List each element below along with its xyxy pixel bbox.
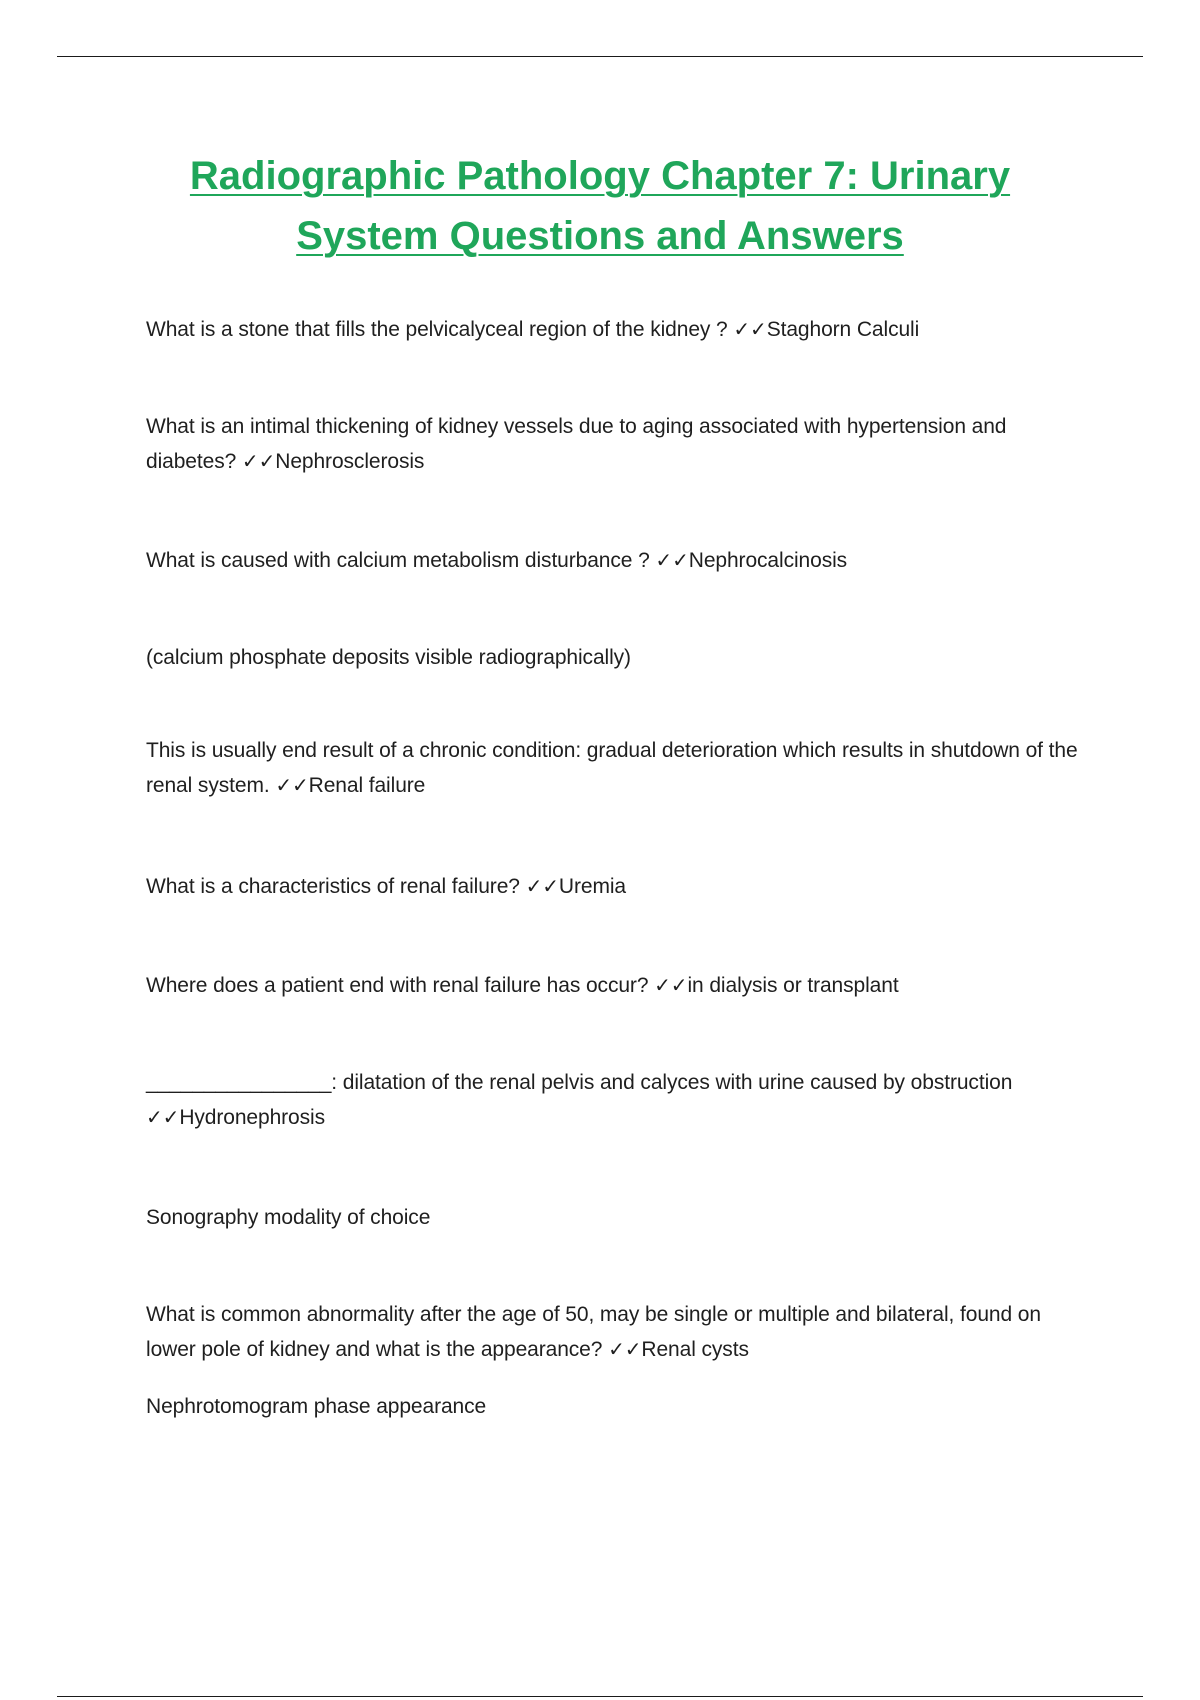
answer-text: in dialysis or transplant [687,974,899,997]
qa-paragraph [146,1297,1096,1367]
answer-text: Renal failure [308,774,426,797]
bottom-rule [57,1696,1143,1697]
check-mark-icon: ✓✓ [146,1105,180,1129]
question-text: What is caused with calcium metabolism disturbance ? [146,549,656,572]
check-mark-icon: ✓✓ [241,449,276,473]
answer-text: Renal cysts [641,1338,749,1361]
qa-paragraph [146,869,1096,904]
answer-text: Staghorn Calculi [766,318,920,341]
question-text: (calcium phosphate deposits visible radiographically) [146,646,631,669]
question-text: ________________: dilatation of the renal pelvis and calyces with urine caused by obstruction [146,1071,1013,1094]
check-mark-icon: ✓✓ [655,548,689,572]
question-text: This is usually end result of a chronic condition: gradual deterioration which results in shutdown of the renal system. [146,739,1078,797]
answer-text: Uremia [558,875,626,898]
question-text: What is a stone that fills the pelvicalyceal region of the kidney ? [146,318,734,341]
qa-paragraph [146,312,1096,347]
check-mark-icon: ✓✓ [275,773,309,797]
page-title: Radiographic Pathology Chapter 7: Urinary System Questions and Answers [189,154,1011,258]
check-mark-icon: ✓✓ [733,317,767,341]
question-text: Nephrotomogram phase appearance [146,1395,487,1418]
qa-paragraph [146,409,1096,479]
question-text: Sonography modality of choice [146,1206,431,1229]
check-mark-icon: ✓✓ [525,874,559,898]
qa-paragraph [146,543,1096,578]
qa-paragraph [146,733,1096,803]
qa-paragraph [146,1389,1096,1424]
check-mark-icon: ✓✓ [654,973,688,997]
top-rule [57,56,1143,57]
question-text: What is common abnormality after the age of 50, may be single or multiple and bilateral, found on lower pole of kidney and what is the appearance? [146,1303,1041,1361]
qa-paragraph [146,968,1096,1003]
question-text: Where does a patient end with renal failure has occur? [146,974,655,997]
answer-text: Nephrocalcinosis [688,549,848,572]
answer-text: Hydronephrosis [179,1106,326,1129]
qa-paragraph [146,640,1096,675]
check-mark-icon: ✓✓ [608,1337,642,1361]
answer-text: Nephrosclerosis [275,450,425,473]
question-text: What is a characteristics of renal failure? [146,875,526,898]
qa-paragraph [146,1065,1096,1135]
qa-paragraph [146,1200,1096,1235]
question-text: What is an intimal thickening of kidney vessels due to aging associated with hypertension and diabetes? [146,415,1007,473]
